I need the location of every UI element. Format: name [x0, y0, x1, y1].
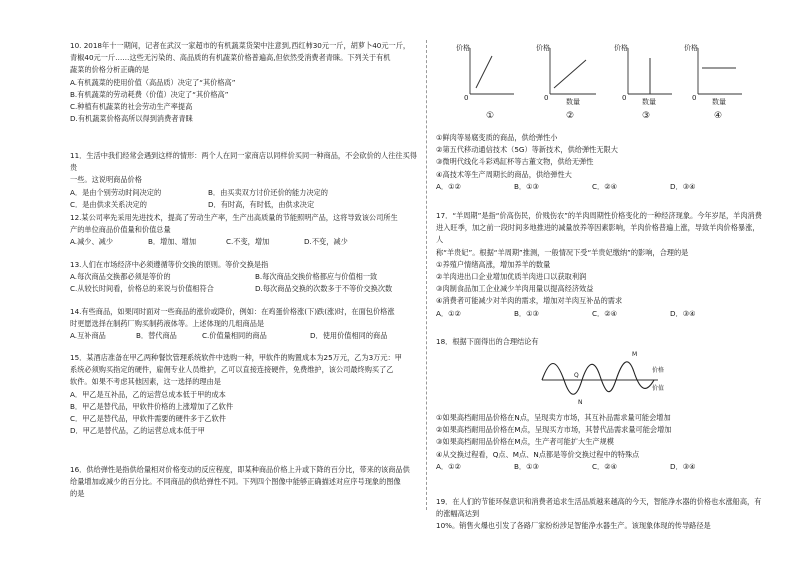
q18-option-c: C．②④: [592, 461, 618, 471]
q12-stem-line: 12.某公司率先采用先进技术，提高了劳动生产率，生产出高质量的节能照明产品，这将导致该公司所生: [70, 213, 398, 222]
q11-stem-line: 11．生活中我们经常会遇到这样的情形：两个人在同一家商店以同样价买同一种商品，不会砍价的人往往买得贵: [70, 151, 417, 173]
q15-option-d: D．甲乙是替代品，乙的运营总成本低于甲: [70, 426, 205, 436]
q17-item: ③肉制食品加工企业减少羊肉用量以提高经济效益: [436, 284, 594, 294]
q18-item: ①如果高档耐用品价格在N点，呈现卖方市场，其互补品需求量可能会增加: [436, 413, 671, 422]
graph-2-supply-line: [554, 60, 586, 88]
graph-4: [684, 43, 742, 121]
question-19: [436, 496, 766, 533]
q17-stem-line: 17．“羊周期”是指“价高伤民，价贱伤农”的羊肉周期性价格变化的一种经济现象。今年岁尾，羊肉消费: [436, 211, 762, 220]
q15-option-b: B．甲乙是替代品，甲软件价格的上涨增加了乙软件: [70, 401, 234, 411]
q11-option-c: C．是由供求关系决定的: [70, 199, 147, 209]
question-17: [436, 210, 766, 320]
q18-option-b: B．①③: [514, 461, 540, 471]
q14-stem-line: 时更愿选择在制药厂购买制药液体等。上述体现的几组商品是: [70, 319, 265, 329]
q13-option-d: D.每次商品交换的次数多于不等价交换次数: [255, 284, 393, 294]
graph-4-xlabel: 数量: [712, 98, 726, 106]
point-m-label: M: [632, 351, 638, 358]
q10-option-a: A.有机蔬菜的使用价值（高品质）决定了“其价格高”: [70, 77, 236, 87]
value-label: 价值: [652, 385, 665, 392]
q18-option-d: D．③④: [670, 461, 696, 471]
q17-option-a: A．①②: [436, 308, 461, 318]
q17-option-b: B．①③: [514, 308, 540, 318]
q18-stem: 18．根据下面得出的合理结论有: [436, 337, 539, 346]
q16-stem-line: 给量增加或减少的百分比。不同商品的供给弹性不同。下列四个图像中能够正确描述对应序号现象的图像: [70, 477, 401, 487]
q14-option-b: B．替代商品: [136, 331, 177, 341]
graph-1-supply-line: [476, 56, 492, 88]
q13-options-row: [70, 271, 418, 283]
q17-options-row: [436, 308, 766, 320]
q10-option-c: C.种植有机蔬菜的社会劳动生产率提高: [70, 102, 193, 112]
elasticity-graphs: [436, 38, 766, 124]
question-11: [70, 150, 418, 211]
q16-option-b: B．①③: [514, 181, 540, 191]
q18-options-row: [436, 461, 766, 473]
q18-item: ③如果高档耐用品价格在M点，生产者可能扩大生产规模: [436, 437, 614, 447]
q10-option-d: D.有机蔬菜价格高所以得到消费者青睐: [70, 114, 193, 124]
q16-item: ①鲜肉等易腐变质的商品，供给弹性小: [436, 133, 558, 142]
q16-item: ②第五代移动通信技术（5G）等新技术，供给弹性无限大: [436, 145, 618, 155]
graph-2: [536, 43, 596, 121]
q17-item: ②羊肉进出口企业增加优质羊肉进口以获取利润: [436, 272, 587, 282]
graph-4-ylabel: 价格: [684, 44, 698, 52]
q11-option-d: D．有时高，有时低，由供求决定: [208, 199, 315, 209]
q11-option-b: B．由买卖双方讨价还价的能力决定的: [208, 187, 328, 197]
q12-options-row: [70, 236, 418, 248]
q11-option-a: A．是由个别劳动时间决定的: [70, 187, 162, 197]
q14-options-row: [70, 330, 418, 342]
q17-option-c: C．②④: [592, 308, 618, 318]
question-16-items: [436, 132, 766, 193]
graph-3-number: ③: [642, 111, 651, 121]
q14-option-a: A.互补商品: [70, 331, 106, 341]
q17-item: ④消费者可能减少对羊肉的需求，增加对羊肉互补品的需求: [436, 296, 623, 306]
q15-option-c: C．甲乙是替代品，甲软件需要的硬件多于乙软件: [70, 414, 226, 424]
q14-stem-line: 14.有些商品，如果同时面对一些商品的涨价或降价，例如：在鸡蛋价格涨(下)跌(涨)时，在面包价格涨: [70, 307, 395, 316]
question-18-stem: [436, 336, 766, 348]
q11-options-row: [70, 187, 418, 199]
point-q-label: Q: [574, 372, 579, 379]
q16-option-d: D．③④: [670, 181, 696, 191]
q13-option-c: C.从较长时间看，价格总的来说与价值相符合: [70, 284, 214, 294]
q17-option-d: D．③④: [670, 308, 696, 318]
q12-stem-line: 产的单位商品价值量和价值总量: [70, 225, 171, 235]
q12-option-b: B．增加、增加: [148, 237, 197, 247]
q16-option-c: C．②④: [592, 181, 618, 191]
q17-item: ①养殖户情绪高涨，增加养羊的数量: [436, 259, 551, 269]
graph-2-number: ②: [566, 111, 575, 121]
question-13: [70, 259, 418, 296]
q16-stem-line: 16．供给弹性是指供给量相对价格变动的反应程度，即某种商品价格上升或下降的百分比，带来的该商品供: [70, 465, 410, 474]
q13-option-b: B.每次商品交换价格都应与价值相一致: [255, 272, 378, 282]
q10-stem-line: 10. 2018年十一期间，记者在武汉一家超市的有机蔬菜货架中注意到,西红柿30元一斤，胡萝卜40元一斤，: [70, 41, 411, 50]
question-16: [70, 464, 418, 501]
graph-2-xlabel: 数量: [566, 98, 580, 106]
graph-4-number: ④: [714, 111, 723, 121]
q15-stem-line: 软件。如果不考虑其他因素，这一选择的理由是: [70, 377, 221, 387]
graph-2-origin: 0: [544, 94, 549, 102]
question-14: [70, 306, 418, 343]
question-12: [70, 212, 418, 249]
q12-option-d: D.不变，减少: [304, 237, 348, 247]
q17-stem-line: 进入旺季，加之前一段时间多地推进的减量放养等因素影响，羊肉价格普遍上涨，导致羊肉价格暴涨，人: [436, 223, 760, 245]
price-value-wave-diagram: [536, 350, 676, 408]
graph-4-origin: 0: [692, 94, 697, 102]
q13-options-row: [70, 283, 418, 295]
q19-stem-line: 19．在人们的节能环保意识和消费者追求生活品质越来越高的今天，智能净水器的价格也水涨船高，有的涨幅高达到: [436, 497, 762, 519]
q16-options-row: [436, 181, 766, 193]
column-divider: [426, 40, 427, 510]
q16-option-a: A．①②: [436, 181, 461, 191]
graph-3-xlabel: 数量: [642, 98, 656, 106]
question-10: [70, 40, 418, 125]
q19-stem-line: 10%。销售火爆也引发了各路厂家纷纷涉足智能净水器生产。该现象体现的传导路径是: [436, 521, 711, 531]
graph-1-number: ①: [486, 111, 495, 121]
question-18-items: [436, 412, 766, 473]
q16-stem-line: 的是: [70, 489, 85, 499]
graph-1: [456, 43, 514, 121]
q13-stem-line: 13.人们在市场经济中必须遵循等价交换的原则。等价交换是指: [70, 260, 269, 269]
q18-option-a: A．①②: [436, 461, 461, 471]
graph-3-origin: 0: [622, 94, 627, 102]
graph-1-ylabel: 价格: [456, 44, 470, 52]
q12-option-a: A.减少、减少: [70, 237, 114, 247]
q10-option-b: B.有机蔬菜的劳动耗费（价值）决定了“其价格高”: [70, 89, 229, 99]
q16-item: ④高技术等生产周期长的商品，供给弹性大: [436, 169, 572, 179]
price-label: 价格: [652, 367, 665, 374]
price-wave: [542, 362, 654, 394]
q10-stem-line: 蔬菜的价格分析正确的是: [70, 65, 150, 75]
question-15: [70, 352, 418, 437]
q14-option-d: D．使用价值相同的商品: [310, 331, 388, 341]
q14-option-c: C.价值量相同的商品: [202, 331, 267, 341]
graph-3: [614, 43, 672, 121]
graph-2-ylabel: 价格: [536, 44, 550, 52]
graph-3-ylabel: 价格: [614, 44, 628, 52]
graph-1-origin: 0: [464, 94, 469, 102]
q15-stem-line: 系统必须购买指定的硬件，雇佣专业人员维护，乙可以直接连接硬件，免费维护，该公司最终购买了乙: [70, 365, 394, 375]
q15-option-a: A．甲乙是互补品，乙的运营总成本低于甲的成本: [70, 389, 226, 399]
q11-stem-line: 一些。这说明商品价格: [70, 175, 142, 185]
q17-stem-line: 称“羊贵妃”。根据“羊周期”推测，一般情况下受“羊贵妃缴纳”的影响，合理的是: [436, 247, 689, 257]
q13-option-a: A.每次商品交换都必须是等价的: [70, 272, 171, 282]
q15-stem-line: 15．某酒店准备在甲乙两种餐饮管理系统软件中选购一种，甲软件的购置成本为25万元，乙为3万元：甲: [70, 353, 402, 362]
point-n-label: N: [578, 399, 583, 406]
q18-item: ④从交换过程看，Q点、M点、N点都是等价交换过程中的特殊点: [436, 449, 640, 459]
q10-stem-line: 青椒40元一斤……这些无污染的、高品质的有机蔬菜价格普遍高,但依然受消费者青睐。下列关于有机: [70, 53, 391, 63]
q12-option-c: C.不变，增加: [226, 237, 270, 247]
q16-item: ③微明代线化斗彩鸡缸杯等古董文物，供给无弹性: [436, 157, 594, 167]
q18-item: ②如果高档耐用品价格在M点，呈现买方市场，其替代品需求量可能会增加: [436, 425, 672, 435]
q11-options-row: [70, 199, 418, 211]
